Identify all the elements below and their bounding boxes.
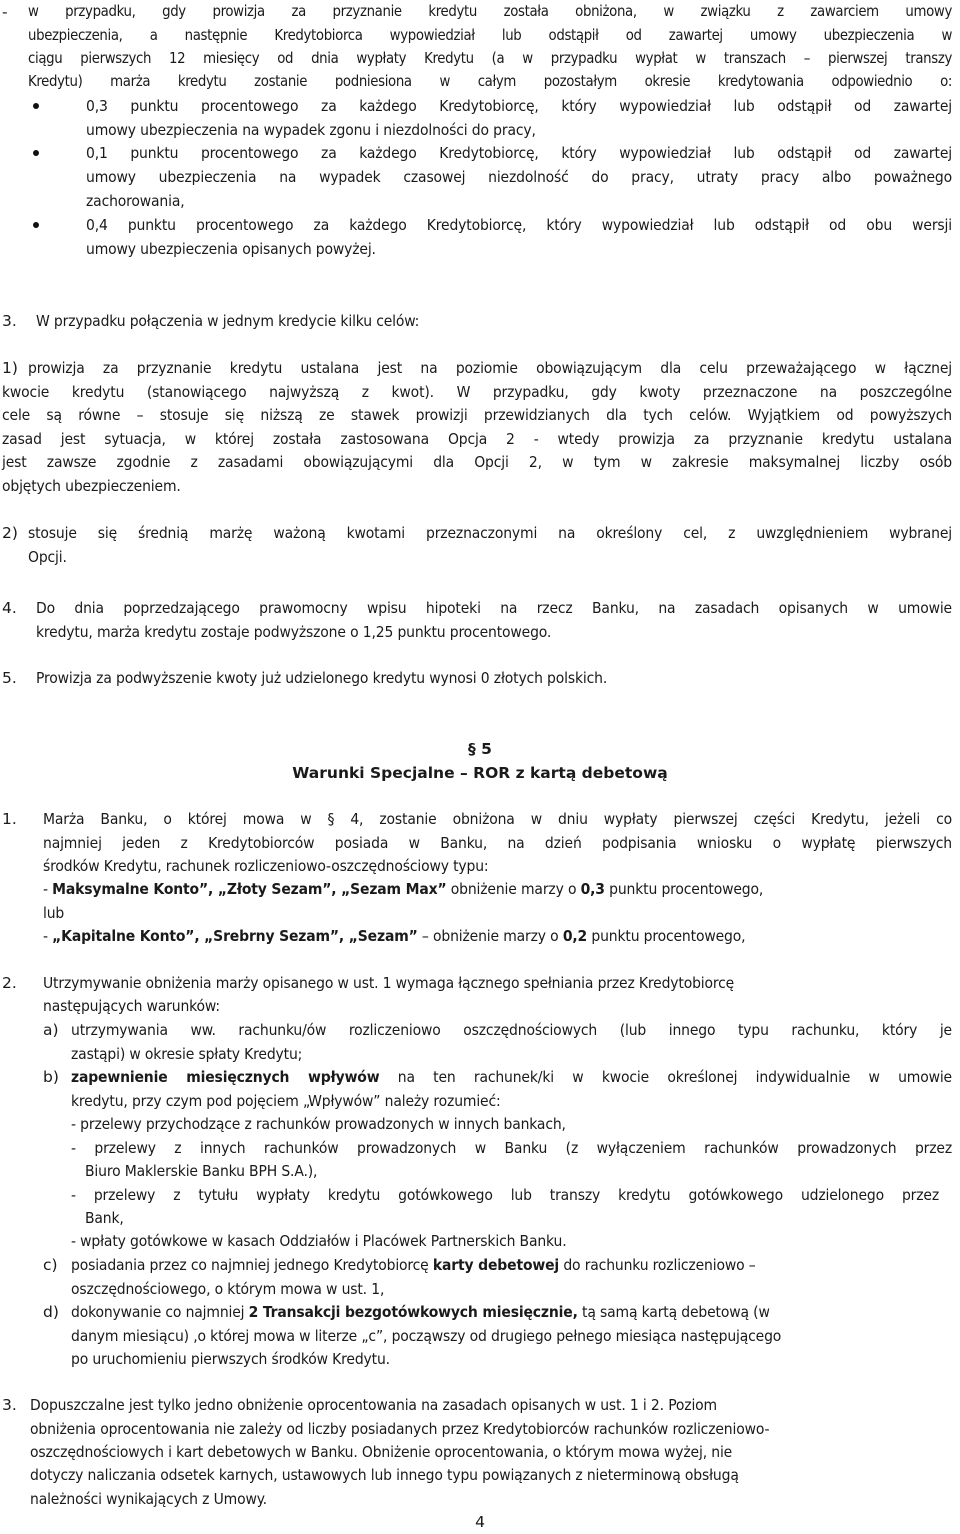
s2-d-line-3: po uruchomieniu pierwszych środków Kredytu. xyxy=(71,1350,390,1368)
s1-line-2: najmniej jeden z Kredytobiorców posiada w Banku, na dzień podpisania wniosku o wypłatę pierwszych xyxy=(43,834,952,852)
s1-option-1-tail: punktu procentowego, xyxy=(604,880,764,898)
bullet-2-line-3: zachorowania, xyxy=(86,192,185,210)
bullet-2-line-1: 0,1 punktu procentowego za każdego Kredytobiorcę, który wypowiedział lub odstąpił od zawartej xyxy=(86,144,952,162)
s3-marker: 3. xyxy=(2,1396,17,1414)
s3-line-1: Dopuszczalne jest tylko jedno obniżenie oprocentowania na zasadach opisanych w ust. 1 i 2. Poziom xyxy=(30,1396,717,1414)
p5-text: Prowizja za podwyższenie kwoty już udzielonego kredytu wynosi 0 złotych polskich. xyxy=(36,669,608,687)
s2-b-line-2: kredytu, przy czym pod pojęciem „Wpływów” należy rozumieć: xyxy=(71,1092,501,1110)
s3-line-3: oszczędnościowych i kart debetowych w Banku. Obniżenie oprocentowania, o którym mowa wyżej, nie xyxy=(30,1443,733,1461)
s1-line-1: Marża Banku, o której mowa w § 4, zostanie obniżona w dniu wypłaty pierwszej części Kredytu, jeżeli co xyxy=(43,810,952,828)
p3-1-line-1: prowizja za przyznanie kredytu ustalana jest na poziomie obowiązującym dla celu przeważającego w łącznej xyxy=(28,359,952,377)
s2-line-1: Utrzymywanie obniżenia marży opisanego w ust. 1 wymaga łącznego spełniania przez Kredytobiorcę xyxy=(43,974,735,992)
s2-b-item-4: - wpłaty gotówkowe w kasach Oddziałów i Placówek Partnerskich Banku. xyxy=(71,1232,567,1250)
s2-a-line-1: utrzymywania ww. rachunku/ów rozliczeniowo oszczędnościowych (lub innego typu rachunku, który je xyxy=(71,1021,952,1039)
intro-line-4: Kredytu) marża kredytu zostanie podniesiona w całym pozostałym okresie kredytowania odpowiednio o: xyxy=(28,73,952,90)
s1-line-3: środków Kredytu, rachunek rozliczeniowo-oszczędnościowy typu: xyxy=(43,857,489,875)
p4-marker: 4. xyxy=(2,599,17,617)
section-number: § 5 xyxy=(468,740,492,758)
p3-1-line-6: objętych ubezpieczeniem. xyxy=(2,477,181,495)
p3-1-line-2: kwocie kredytu (stanowiącego najwyższą z kwot). W przypadku, gdy kwoty przeznaczone na poszczególne xyxy=(2,383,952,401)
s2-c-pre: posiadania przez co najmniej jednego Kredytobiorcę xyxy=(71,1256,433,1274)
bullet-icon xyxy=(33,103,39,109)
s2-d-post: tą samą kartą debetową (w xyxy=(577,1303,770,1321)
bullet-1-line-1: 0,3 punktu procentowego za każdego Kredytobiorcę, który wypowiedział lub odstąpił od zawartej xyxy=(86,97,952,115)
s1-option-1-dash: - xyxy=(43,880,53,898)
s2-d-marker: d) xyxy=(43,1303,59,1321)
p3-marker: 3. xyxy=(2,312,17,330)
s2-b-rest: na ten rachunek/ki w kwocie określonej indywidualnie w umowie xyxy=(379,1068,952,1086)
s2-c-marker: c) xyxy=(43,1256,58,1274)
section-title: Warunki Specjalne – ROR z kartą debetową xyxy=(292,764,668,782)
s2-marker: 2. xyxy=(2,974,17,992)
s2-c-post: do rachunku rozliczeniowo – xyxy=(559,1256,756,1274)
s2-d-pre: dokonywanie co najmniej xyxy=(71,1303,249,1321)
s1-option-2-accounts: „Kapitalne Konto”, „Srebrny Sezam”, „Sezam” xyxy=(52,927,418,945)
s1-option-2-dash: - xyxy=(43,927,53,945)
s2-line-2: następujących warunków: xyxy=(43,997,220,1015)
s2-b-item-1: - przelewy przychodzące z rachunków prowadzonych w innych bankach, xyxy=(71,1115,566,1133)
p3-1-marker: 1) xyxy=(2,359,18,377)
s2-c-bold: karty debetowej xyxy=(432,1256,560,1274)
s3-line-5: należności wynikających z Umowy. xyxy=(30,1490,267,1508)
s1-option-1-rate: 0,3 xyxy=(580,880,605,898)
intro-line-3: ciągu pierwszych 12 miesięcy od dnia wypłaty Kredytu (a w przypadku wypłat w transzach – pierwszej transzy xyxy=(28,50,952,67)
s1-option-1-mid: obniżenie marzy o xyxy=(446,880,581,898)
p4-line-1: Do dnia poprzedzającego prawomocny wpisu hipoteki na rzecz Banku, na zasadach opisanych w umowie xyxy=(36,599,952,617)
s1-or: lub xyxy=(43,904,65,922)
bullet-2-line-2: umowy ubezpieczenia na wypadek czasowej niezdolność do pracy, utraty pracy albo poważnego xyxy=(86,168,952,186)
p3-1-line-3: cele są równe – stosuje się niższą ze stawek prowizji przewidzianych dla tych celów. Wyjątkiem od powyższych xyxy=(2,406,952,424)
intro-marker: - xyxy=(2,3,8,21)
s1-option-1-accounts: Maksymalne Konto”, „Złoty Sezam”, „Sezam Max” xyxy=(52,880,447,898)
s2-b-marker: b) xyxy=(43,1068,59,1086)
p3-1-line-4: zasad jest sytuacja, w której została zastosowana Opcja 2 - wtedy prowizja za przyznanie kredytu ustalana xyxy=(2,430,952,448)
s1-option-2-mid: – obniżenie marzy o xyxy=(417,927,563,945)
p3-2-marker: 2) xyxy=(2,524,18,542)
s2-b-bold: zapewnienie miesięcznych wpływów xyxy=(71,1068,380,1086)
s2-c-line-2: oszczędnościowego, o którym mowa w ust. 1, xyxy=(71,1280,385,1298)
p3-1-line-5: jest zawsze zgodnie z zasadami obowiązującymi dla Opcji 2, w tym w zakresie maksymalnej liczby osób xyxy=(2,453,952,471)
s2-b-item-3-line-2: Bank, xyxy=(85,1209,124,1227)
s2-b-line-1 xyxy=(71,1065,952,1089)
s2-b-item-2-line-2: Biuro Maklerskie Banku BPH S.A.), xyxy=(85,1162,318,1180)
s2-d-line-1 xyxy=(71,1300,952,1324)
s1-option-2-rate: 0,2 xyxy=(562,927,588,945)
bullet-3-line-1: 0,4 punktu procentowego za każdego Kredytobiorcę, który wypowiedział lub odstąpił od obu wersji xyxy=(86,216,952,234)
p4-line-2: kredytu, marża kredytu zostaje podwyższone o 1,25 punktu procentowego. xyxy=(36,623,552,641)
s2-a-marker: a) xyxy=(43,1021,59,1039)
bullet-icon xyxy=(33,150,39,156)
s1-option-1 xyxy=(43,877,952,901)
intro-line-1: w przypadku, gdy prowizja za przyznanie kredytu została obniżona, w związku z zawarciem umowy xyxy=(28,3,952,20)
s2-d-line-2: danym miesiącu) ,o której mowa w literze „c”, począwszy od drugiego pełnego miesiąca następującego xyxy=(71,1327,782,1345)
page-number: 4 xyxy=(475,1513,485,1531)
s3-line-2: obniżenia oprocentowania nie zależy od liczby posiadanych przez Kredytobiorców rachunków rozliczeniowo- xyxy=(30,1420,770,1438)
s2-b-item-3-line-1: - przelewy z tytułu wypłaty kredytu gotówkowego lub transzy kredytu gotówkowego udzielonego przez xyxy=(71,1186,939,1204)
s2-d-bold: 2 Transakcji bezgotówkowych miesięcznie, xyxy=(248,1303,578,1321)
bullet-icon xyxy=(33,222,39,228)
s1-option-2 xyxy=(43,924,952,948)
bullet-3-line-2: umowy ubezpieczenia opisanych powyżej. xyxy=(86,240,376,258)
s2-b-item-2-line-1: - przelewy z innych rachunków prowadzonych w Banku (z wyłączeniem rachunków prowadzonych przez xyxy=(71,1139,952,1157)
p3-2-line-1: stosuje się średnią marżę ważoną kwotami przeznaczonymi na określony cel, z uwzględnieniem wybranej xyxy=(28,524,952,542)
p3-2-line-2: Opcji. xyxy=(28,548,67,566)
p5-marker: 5. xyxy=(2,669,17,687)
bullet-1-line-2: umowy ubezpieczenia na wypadek zgonu i niezdolności do pracy, xyxy=(86,121,536,139)
s3-line-4: dotyczy naliczania odsetek karnych, ustawowych lub innego typu powiązanych z nieterminową obsługą xyxy=(30,1466,739,1484)
intro-line-2: ubezpieczenia, a następnie Kredytobiorca wypowiedział lub odstąpił od zawartej umowy ubezpieczenia w xyxy=(28,27,952,44)
s1-option-2-tail: punktu procentowego, xyxy=(587,927,746,945)
p3-text: W przypadku połączenia w jednym kredycie kilku celów: xyxy=(36,312,420,330)
s1-marker: 1. xyxy=(2,810,17,828)
s2-c-line-1 xyxy=(71,1253,952,1277)
s2-a-line-2: zastąpi) w okresie spłaty Kredytu; xyxy=(71,1045,303,1063)
